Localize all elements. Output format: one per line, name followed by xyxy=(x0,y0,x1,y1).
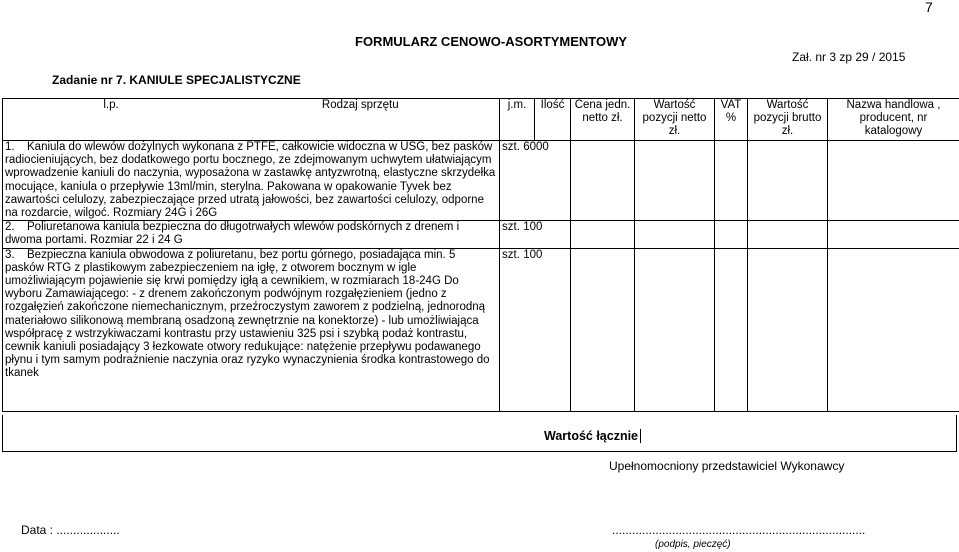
row-net-value-cell[interactable] xyxy=(635,141,715,221)
header-wartosc-netto: Wartość pozycji netto zł. xyxy=(635,99,715,141)
row-description: Poliuretanowa kaniula bezpieczna do długotrwałych wlewów podskórnych z drenem i dwoma portami. Rozmiar 22 i 24 G xyxy=(5,221,460,247)
row-quantity: 6000 xyxy=(523,141,549,153)
row-gross-value-cell[interactable] xyxy=(748,141,828,221)
form-title: FORMULARZ CENOWO-ASORTYMENTOWY xyxy=(355,34,628,49)
table-row xyxy=(3,248,959,411)
row-price-cell[interactable] xyxy=(571,248,635,411)
header-nazwa: Nazwa handlowa , producent, nr katalogowy xyxy=(828,99,959,141)
header-wartosc-brutto: Wartość pozycji brutto zł. xyxy=(748,99,828,141)
row-description: Kaniula do wlewów dożylnych wykonana z PTFE, całkowicie widoczna w USG, bez pasków radiocieniujących, bez dodatkowego portu bocznego, ze zdejmowanym uchwytem ułatwiającym wprowadzenie kaniuli do naczynia, wyposażona w zastawkę antyzwrotną, elastyczne skrzydełka mocujące, kaniula o przepływie 13ml/min, sterylna. Pakowana w opakowanie Tyvek bez zawartości celulozy, zabezpieczające przed utratą jałowości, bez zawartości celulozy, odporne na rozdarcie, wilgoć. Rozmiary 24G i 26G xyxy=(5,141,496,220)
row-product-name-cell[interactable] xyxy=(828,141,959,221)
row-gross-value-cell[interactable] xyxy=(748,248,828,411)
row-vat-cell[interactable] xyxy=(715,248,748,411)
header-lp: l.p. xyxy=(103,99,119,111)
date-field[interactable]: Data : ................... xyxy=(21,523,120,537)
row-quantity: 100 xyxy=(523,248,543,261)
table-row xyxy=(3,221,959,248)
row-lp: 2. xyxy=(5,221,15,234)
row-price-cell[interactable] xyxy=(571,221,635,248)
table-header-row xyxy=(3,99,959,141)
header-ilosc: Ilość xyxy=(535,99,571,141)
table-row xyxy=(3,141,959,221)
page-number: 7 xyxy=(925,0,933,15)
row-vat-cell[interactable] xyxy=(715,221,748,248)
row-net-value-cell[interactable] xyxy=(635,248,715,411)
row-lp: 1. xyxy=(5,141,15,153)
row-description: Bezpieczna kaniula obwodowa z poliuretanu, bez portu górnego, posiadająca min. 5 pasków RTG z plastikowym zabezpieczeniem na igłę, z otworem bocznym w igle umożliwiającym pojawienie się krwi pomiędzy igłą a cewnikiem, w rozmiarach 18-24G Do wyboru Zamawiającego: - z drenem zakończonym podwójnym rozgałęzieniem (jedno z rozgałęzień zakończone niemechanicznym, przeźroczystym zaworem z podzielną, jednorodną materiałowo silikonową membraną osadzoną zewnętrznie na konektorze) - lub umożliwiająca współpracę z wstrzykiwaczami kontrastu przy ustawieniu 325 psi i szybką podaż kontrastu, cewnik kaniuli posiadający 3 łezkowate otwory redukujące: natężenie przepływu podawanego płynu i tym samym podrażnienie naczynia oraz ryzyko wynaczynienia środka kontrastowego do tkanek xyxy=(5,248,490,380)
total-box xyxy=(2,415,957,452)
row-lp: 3. xyxy=(5,248,15,261)
signature-caption: (podpis, pieczęć) xyxy=(655,539,731,550)
representative-label: Upełnomocniony przedstawiciel Wykonawcy xyxy=(609,459,845,473)
header-rodzaj: Rodzaj sprzętu xyxy=(321,99,399,111)
row-unit: szt. xyxy=(502,221,520,234)
attachment-number: Zał. nr 3 zp 29 / 2015 xyxy=(792,50,906,64)
row-unit: szt. xyxy=(502,141,520,153)
header-vat: VAT % xyxy=(715,99,748,141)
row-price-cell[interactable] xyxy=(571,141,635,221)
row-unit: szt. xyxy=(502,248,520,261)
row-product-name-cell[interactable] xyxy=(828,248,959,411)
row-product-name-cell[interactable] xyxy=(828,221,959,248)
price-table xyxy=(2,98,959,412)
task-title: Zadanie nr 7. KANIULE SPECJALISTYCZNE xyxy=(52,73,301,87)
total-label: Wartość łącznie xyxy=(544,429,641,443)
header-jm: j.m. xyxy=(500,99,535,141)
row-quantity: 100 xyxy=(523,221,543,234)
header-cena: Cena jedn. netto zł. xyxy=(571,99,635,141)
header-lp-rodzaj xyxy=(3,99,500,141)
row-vat-cell[interactable] xyxy=(715,141,748,221)
signature-line[interactable]: ............................................................................ xyxy=(612,523,866,537)
row-net-value-cell[interactable] xyxy=(635,221,715,248)
row-gross-value-cell[interactable] xyxy=(748,221,828,248)
